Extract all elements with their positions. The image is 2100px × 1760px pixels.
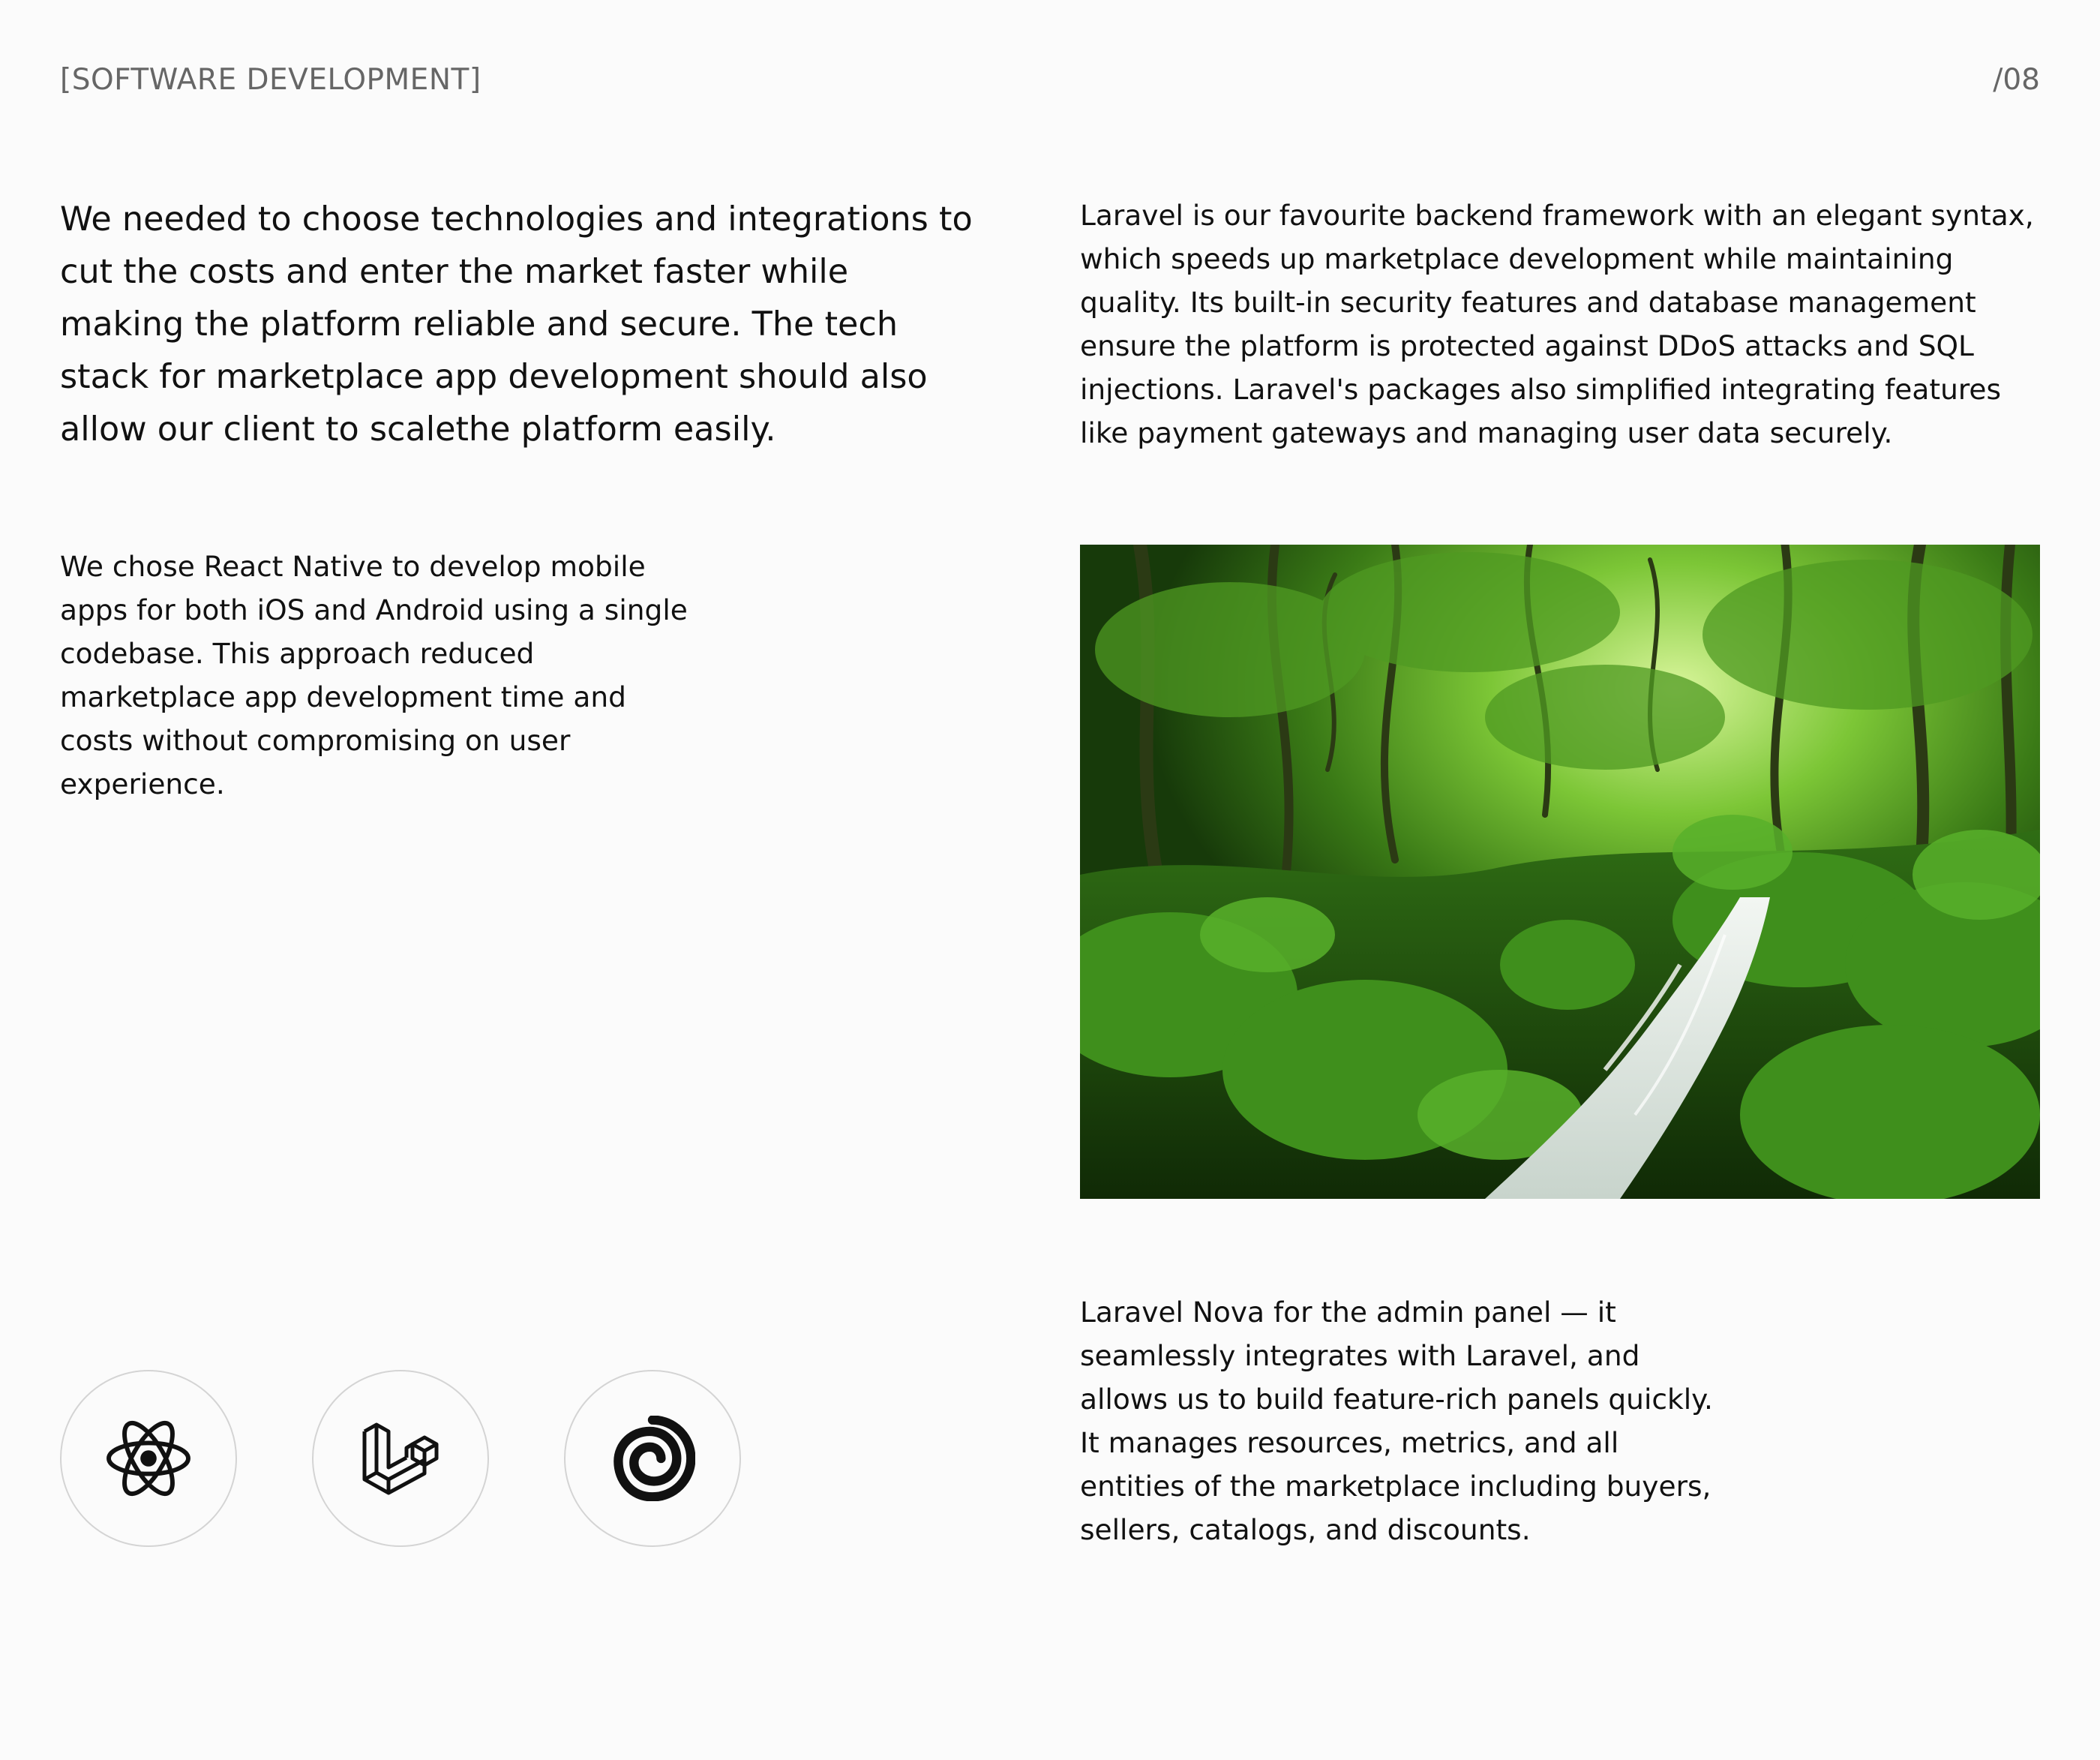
react-icon: [60, 1370, 237, 1547]
intro-lead-text: We needed to choose technologies and integrations to cut the costs and enter the market faster while making the platform reliable and secure. The tech stack for marketplace app development should also allow our client to scalethe platform easily.: [60, 200, 973, 449]
forest-waterfall-image: [1080, 545, 2040, 1199]
react-native-description: We chose React Native to develop mobile apps for both iOS and Android using a single codebase. This approach reduced marketplace app development time and costs without compromising on user experience.: [60, 550, 688, 800]
section-label: [SOFTWARE DEVELOPMENT]: [60, 63, 482, 97]
tech-stack-icons: [60, 1370, 750, 1550]
laravel-description: Laravel is our favourite backend framework with an elegant syntax, which speeds up marketplace development while maintaining quality. Its built-in security features and database management ensure the platform is protected against DDoS attacks and SQL injections. Laravel's packages also simplified integrating features like payment gateways and managing user data securely.: [1080, 199, 2034, 449]
laravel-icon: [312, 1370, 489, 1547]
page-number: /08: [1993, 63, 2040, 97]
laravel-nova-description: Laravel Nova for the admin panel — it seamlessly integrates with Laravel, and allows us to build feature-rich panels quickly. It manages resources, metrics, and all entities of the marketplace including buyers, sellers, catalogs, and discounts.: [1080, 1296, 1713, 1546]
laravel-nova-icon: [564, 1370, 741, 1547]
